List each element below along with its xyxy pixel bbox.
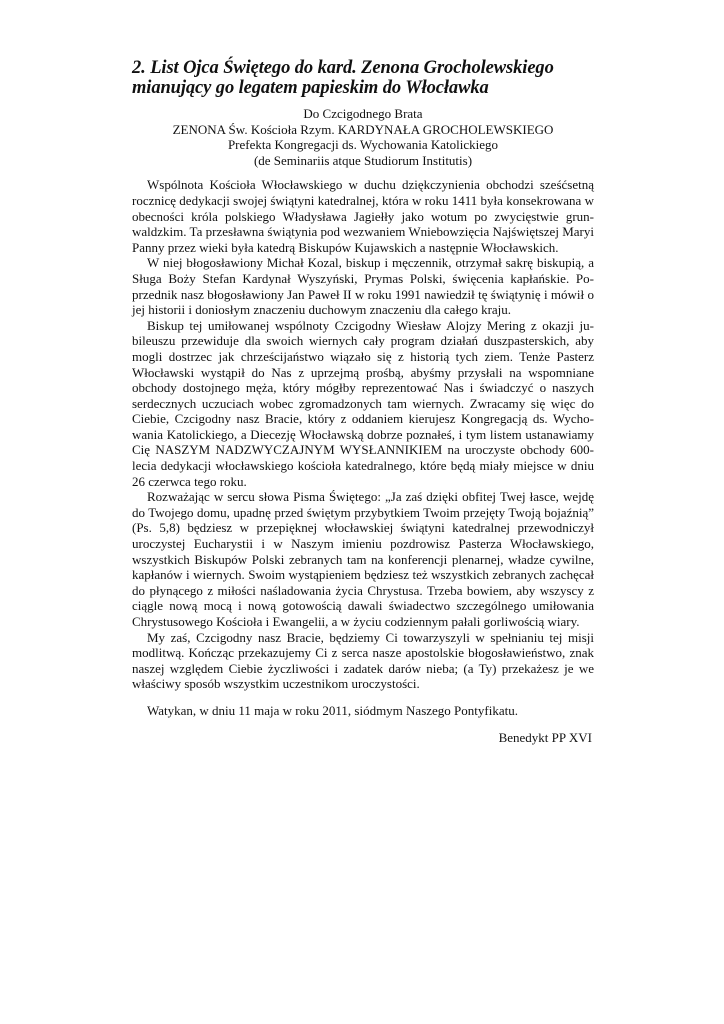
paragraph: Biskup tej umiłowanej wspólnoty Czcigodny Wiesław Alojzy Mering z okazji jubileuszu przewiduje dla swoich wiernych cały program działań duszpasterskich, aby mogli dostrzec jak chrześcijaństwo wiązało się z historią tych ziem. Tenże Pasterz Włocławski wystąpił do Nas z uprzejmą prośbą, abyśmy przysłali na wspomniane obchody dostojnego męża, który mógłby reprezentować Nas i świadczyć o naszych serdecznych uczuciach wobec zgromadzonych tam wiernych. Zwracamy się więc do Ciebie, Czcigodny nasz Bracie, który z oddaniem kierujesz Kongregacją ds. Wychowania Katolickiego, a Diecezję Włocławską dobrze poznałeś, i tym listem ustanawiamy Cię NASZYM NADZWYCZAJNYM WYSŁANNIKIEM na uroczyste obchody 600-lecia dedykacji włocławskiego kościoła katedralnego, które będą miały miejsce w dniu 26 czerwca tego roku. [132, 317, 594, 489]
paragraph: W niej błogosławiony Michał Kozal, biskup i męczennik, otrzymał sakrę biskupią, a Sługa Boży Stefan Kardynał Wyszyński, Prymas Polski, święcenia kapłańskie. Poprzednik nasz błogosławiony Jan Paweł II w roku 1991 nawiedził tę świątynię i mówił o jej historii i doniosłym znaczeniu duchowym znaczeniu dla całego kraju. [132, 255, 594, 318]
addressee-block [132, 106, 594, 168]
signature: Benedykt PP XVI [498, 729, 592, 745]
title-line-2: mianujący go legatem papieskim do Włocławka [132, 78, 489, 98]
title-line-1: 2. List Ojca Świętego do kard. Zenona Grocholewskiego [132, 58, 554, 78]
addressee-line: Prefekta Kongregacji ds. Wychowania Katolickiego [227, 137, 499, 153]
document-page [132, 58, 594, 745]
letter-body [132, 177, 594, 718]
document-title [132, 58, 594, 98]
addressee-line: Do Czcigodnego Brata [303, 106, 423, 121]
paragraph: Rozważając w sercu słowa Pisma Świętego: „Ja zaś dzięki obfitej Twej łasce, wejdę do Twojego domu, upadnę przed świętym przybytkiem Twoim przejęty Twoją bojaźnią” (Ps. 5,8) będziesz w przepięknej włocławskiej świątyni katedralnej przewodniczył uroczystej Eucharystii i w Naszym imieniu pozdrowisz Pasterza Włocławskiego, wszystkich Biskupów Polski zebranych tam na konferencji plenarnej, władze cywilne, kapłanów i wiernych. Swoim wystąpieniem będziesz też wszystkich zebranych zachęcał do płynącego z miłości naśladowania życia Chrystusa. Trzeba bowiem, aby wszyscy z ciągle nową mocą i nową gotowością dawali świadectwo szczególnego umiłowania Chrystusowego Kościoła i Ewangelii, a w życiu codziennym pałali gorliwością wiary. [132, 489, 594, 629]
closing-line: Watykan, w dniu 11 maja w roku 2011, siódmym Naszego Pontyfikatu. [147, 702, 518, 718]
addressee-line: (de Seminariis atque Studiorum Institutis) [253, 152, 473, 168]
addressee-line: ZENONA Św. Kościoła Rzym. KARDYNAŁA GROCHOLEWSKIEGO [172, 121, 554, 137]
paragraph: My zaś, Czcigodny nasz Bracie, będziemy Ci towarzyszyli w spełnianiu tej misji modlitwą. Kończąc przekazujemy Ci z serca nasze apostolskie błogosławieństwo, znak naszej względem Ciebie życzliwości i zadatek darów nieba; (a Ty) przekażesz je we właściwy sposób wszystkim uczestnikom uroczystości. [132, 629, 594, 692]
paragraph: Wspólnota Kościoła Włocławskiego w duchu dziękczynienia obchodzi sześćsetną rocznicę dedykacji swojej świątyni katedralnej, która w roku 1411 była konsekrowana w obecności króla polskiego Władysława Jagiełły jako wotum po zwycięstwie grunwaldzkim. Ta przesławna świątynia pod wezwaniem Wniebowzięcia Najświętszej Maryi Panny przez wieki była katedrą Biskupów Kujawskich a następnie Włocławskich. [132, 177, 594, 255]
